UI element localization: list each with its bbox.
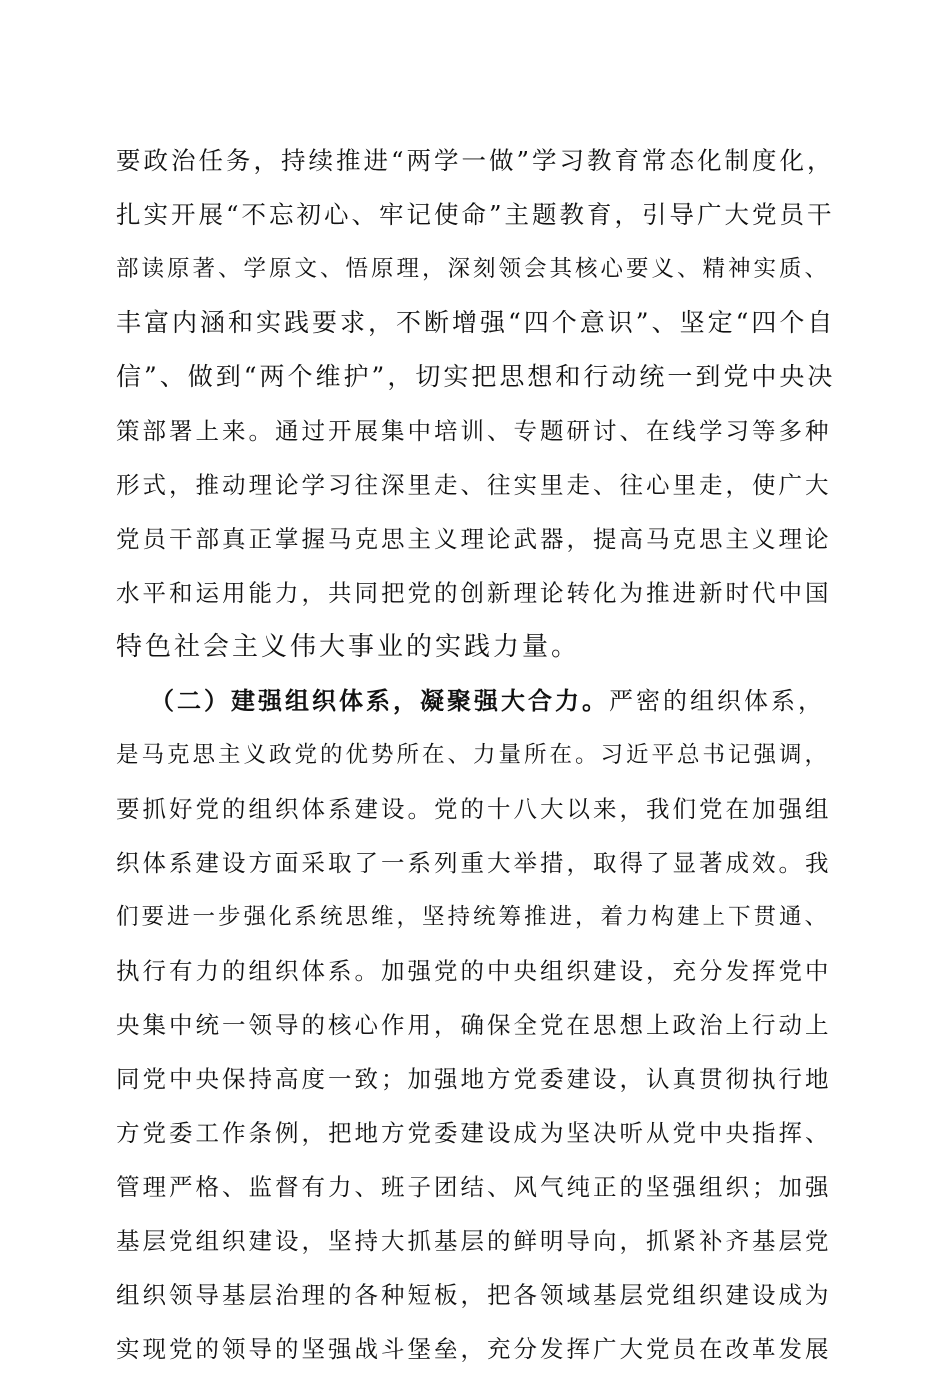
text-line: 要抓好党的组织体系建设。党的十八大以来，我们党在加强组 — [116, 795, 832, 823]
text-line: 要政治任务，持续推进“两学一做”学习教育常态化制度化， — [116, 146, 835, 175]
text-line: 策部署上来。通过开展集中培训、专题研讨、在线学习等多种 — [116, 417, 832, 445]
text-line: 扎实开展“不忘初心、牢记使命”主题教育，引导广大党员干 — [116, 200, 835, 229]
text-line: 特色社会主义伟大事业的实践力量。 — [116, 632, 581, 662]
text-line: 部读原著、学原文、悟原理，深刻领会其核心要义、精神实质、 — [116, 256, 831, 282]
text-line: 组织领导基层治理的各种短板，把各领域基层党组织建设成为 — [116, 1281, 832, 1309]
text-line: 丰富内涵和实践要求，不断增强“四个意识”、坚定“四个自 — [116, 308, 836, 337]
section-heading: （二）建强组织体系，凝聚强大合力。 — [150, 686, 609, 715]
text-line: 是马克思主义政党的优势所在、力量所在。习近平总书记强调， — [116, 742, 831, 768]
text-line: 同党中央保持高度一致；加强地方党委建设，认真贯彻执行地 — [116, 1065, 832, 1093]
text-line: 们要进一步强化系统思维，坚持统筹推进，着力构建上下贯通、 — [116, 904, 831, 930]
text-line: 央集中统一领导的核心作用，确保全党在思想上政治上行动上 — [116, 1011, 832, 1039]
text-line: 实现党的领导的坚强战斗堡垒，充分发挥广大党员在改革发展 — [116, 1335, 832, 1363]
document-body — [116, 134, 836, 1376]
paragraph-1 — [116, 134, 836, 674]
text-line: 织体系建设方面采取了一系列重大举措，取得了显著成效。我 — [116, 849, 832, 877]
text-line: 执行有力的组织体系。加强党的中央组织建设，充分发挥党中 — [116, 957, 832, 985]
text-line: 管理严格、监督有力、班子团结、风气纯正的坚强组织；加强 — [116, 1173, 832, 1201]
text-line: 党员干部真正掌握马克思主义理论武器，提高马克思主义理论 — [116, 525, 832, 553]
paragraph-2 — [116, 674, 836, 1376]
text-line: 方党委工作条例，把地方党委建设成为坚决听从党中央指挥、 — [116, 1119, 832, 1147]
text-fragment: 严密的组织体系， — [609, 687, 825, 715]
text-line: 形式，推动理论学习往深里走、往实里走、往心里走，使广大 — [116, 471, 832, 499]
text-line: 信”、做到“两个维护”，切实把思想和行动统一到党中央决 — [116, 362, 836, 391]
paragraph-2-first-line — [116, 674, 836, 728]
text-line: 基层党组织建设，坚持大抓基层的鲜明导向，抓紧补齐基层党 — [116, 1227, 832, 1255]
text-line: 水平和运用能力，共同把党的创新理论转化为推进新时代中国 — [116, 579, 832, 607]
